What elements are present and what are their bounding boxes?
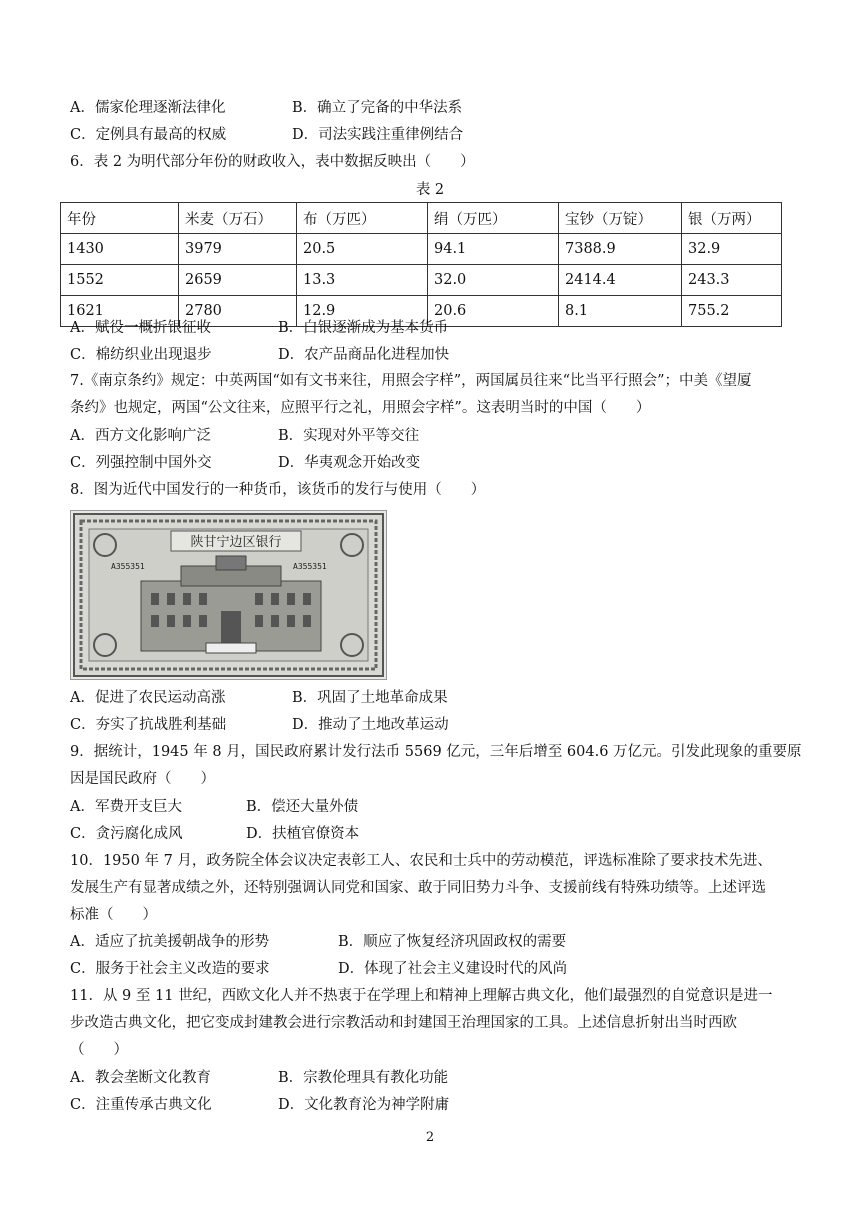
banknote-serial-right: A355351 — [293, 562, 327, 571]
table-header-cell: 年份 — [61, 203, 179, 234]
q7-stem-line2: 条约》也规定，两国“公文往来，应照平行之礼，用照会字样”。这表明当时的中国（ ） — [70, 400, 651, 416]
q9-stem-line1: 9．据统计，1945 年 8 月，国民政府累计发行法币 5569 亿元，三年后增至 604.6 万亿元。引发此现象的重要原 — [70, 744, 802, 760]
table-caption: 表 2 — [415, 182, 445, 198]
table-cell: 20.5 — [297, 234, 428, 265]
table-header-cell: 米麦（万石） — [179, 203, 297, 234]
q7-option-a: A．西方文化影响广泛 — [70, 428, 211, 444]
q9-option-c: C．贪污腐化成风 — [70, 826, 183, 842]
q6-option-c: C．棉纺织业出现退步 — [70, 347, 212, 363]
q11-stem-line1: 11．从 9 至 11 世纪，西欧文化人并不热衷于在学理上和精神上理解古典文化，他们最强烈的自觉意识是进一 — [70, 988, 773, 1004]
table-header-row — [61, 203, 782, 234]
q6-option-b: B．白银逐渐成为基本货币 — [278, 320, 449, 336]
q5-option-d: D．司法实践注重律例结合 — [292, 127, 464, 143]
q8-option-c: C．夯实了抗战胜利基础 — [70, 717, 227, 733]
q8-option-d: D．推动了土地改革运动 — [292, 717, 449, 733]
table-header-cell: 布（万匹） — [297, 203, 428, 234]
table-cell: 32.0 — [428, 265, 559, 296]
banknote-serial-left: A355351 — [111, 562, 145, 571]
table-cell: 755.2 — [682, 296, 782, 327]
q9-option-a: A．军费开支巨大 — [70, 799, 182, 815]
table-cell: 2414.4 — [559, 265, 682, 296]
table-cell: 8.1 — [559, 296, 682, 327]
table-cell: 94.1 — [428, 234, 559, 265]
q9-option-d: D．扶植官僚资本 — [246, 826, 360, 842]
table-row — [61, 234, 782, 265]
table-cell: 13.3 — [297, 265, 428, 296]
table-cell: 243.3 — [682, 265, 782, 296]
q11-stem-line3: （ ） — [70, 1042, 128, 1058]
q10-option-c: C．服务于社会主义改造的要求 — [70, 961, 270, 977]
table-cell: 2780 — [179, 296, 297, 327]
q10-option-a: A．适应了抗美援朝战争的形势 — [70, 934, 269, 950]
q6-stem: 6．表 2 为明代部分年份的财政收入，表中数据反映出（ ） — [70, 154, 475, 170]
banknote-image — [70, 510, 387, 680]
q6-option-d: D．农产品商品化进程加快 — [278, 347, 450, 363]
q7-option-d: D．华夷观念开始改变 — [278, 455, 421, 471]
table-cell: 1552 — [61, 265, 179, 296]
q7-stem-line1: 7.《南京条约》规定：中英两国“如有文书来往，用照会字样”，两国属员往来“比当平行照会”；中美《望厦 — [70, 373, 752, 389]
q7-option-b: B．实现对外平等交往 — [278, 428, 420, 444]
q5-option-b: B．确立了完备的中华法系 — [292, 100, 463, 116]
banknote-title: 陕甘宁边区银行 — [190, 535, 282, 550]
table-cell: 1430 — [61, 234, 179, 265]
q10-stem-line1: 10．1950 年 7 月，政务院全体会议决定表彰工人、农民和士兵中的劳动模范，评选标准除了要求技术先进、 — [70, 853, 772, 869]
q9-stem-line2: 因是国民政府（ ） — [70, 771, 215, 787]
q7-option-c: C．列强控制中国外交 — [70, 455, 212, 471]
banknote-illustration — [71, 511, 386, 679]
q10-stem-line3: 标准（ ） — [70, 907, 157, 923]
q6-option-a: A．赋役一概折银征收 — [70, 320, 211, 336]
q11-option-c: C．注重传承古典文化 — [70, 1097, 212, 1113]
q10-option-b: B．顺应了恢复经济巩固政权的需要 — [338, 934, 567, 950]
page-number: 2 — [425, 1130, 435, 1145]
q11-option-b: B．宗教伦理具有教化功能 — [278, 1070, 449, 1086]
q11-option-d: D．文化教育沦为神学附庸 — [278, 1097, 450, 1113]
q8-stem: 8．图为近代中国发行的一种货币，该货币的发行与使用（ ） — [70, 482, 486, 498]
q11-option-a: A．教会垄断文化教育 — [70, 1070, 211, 1086]
q5-option-a: A．儒家伦理逐渐法律化 — [70, 100, 226, 116]
table-cell: 7388.9 — [559, 234, 682, 265]
table-cell: 1621 — [61, 296, 179, 327]
finance-table — [60, 202, 782, 327]
q8-option-a: A．促进了农民运动高涨 — [70, 690, 226, 706]
table-header-cell: 绢（万匹） — [428, 203, 559, 234]
q8-option-b: B．巩固了土地革命成果 — [292, 690, 448, 706]
table-row — [61, 265, 782, 296]
table-cell: 20.6 — [428, 296, 559, 327]
q9-option-b: B．偿还大量外债 — [246, 799, 359, 815]
table-cell: 3979 — [179, 234, 297, 265]
q10-stem-line2: 发展生产有显著成绩之外，还特别强调认同党和国家、敢于同旧势力斗争、支援前线有特殊功绩等。上述评选 — [70, 880, 766, 896]
table-cell: 12.9 — [297, 296, 428, 327]
table-cell: 32.9 — [682, 234, 782, 265]
q11-stem-line2: 步改造古典文化，把它变成封建教会进行宗教活动和封建国王治理国家的工具。上述信息折射出当时西欧 — [70, 1015, 737, 1031]
table-header-cell: 银（万两） — [682, 203, 782, 234]
table-cell: 2659 — [179, 265, 297, 296]
q10-option-d: D．体现了社会主义建设时代的风尚 — [338, 961, 568, 977]
table-header-cell: 宝钞（万锭） — [559, 203, 682, 234]
q5-option-c: C．定例具有最高的权威 — [70, 127, 227, 143]
